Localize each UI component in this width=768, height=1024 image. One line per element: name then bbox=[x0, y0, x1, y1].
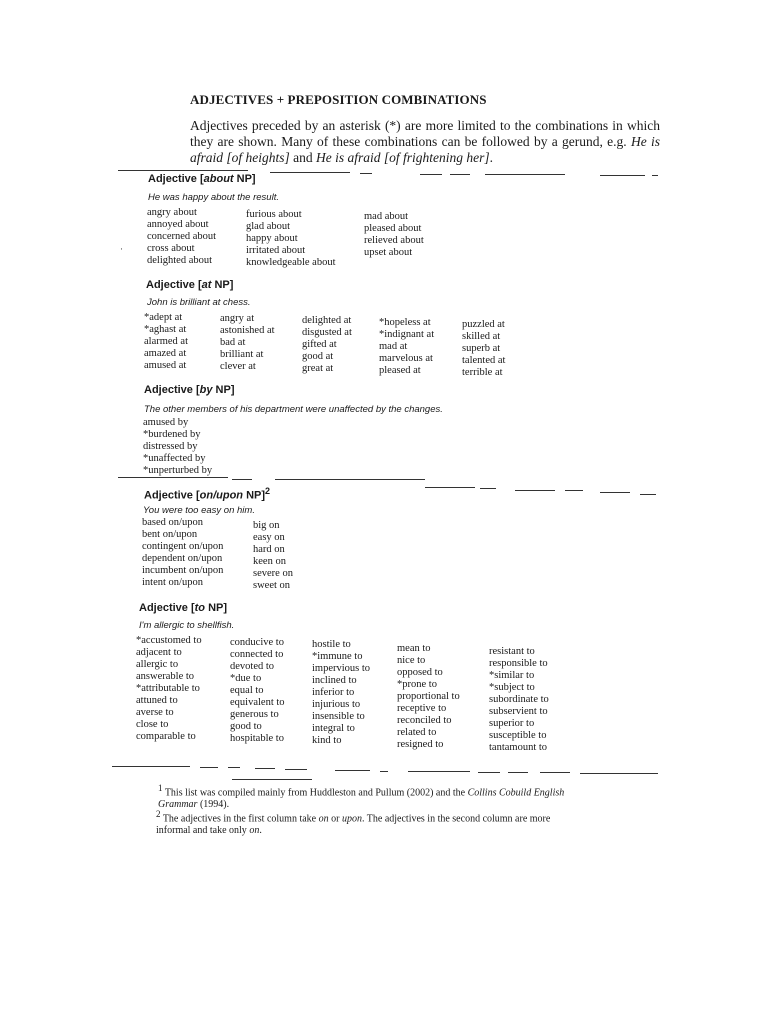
section-heading-by: Adjective [by NP] bbox=[144, 384, 235, 396]
list-item: dependent on/upon bbox=[142, 553, 223, 564]
list-item: keen on bbox=[253, 556, 286, 567]
list-item: *unaffected by bbox=[143, 453, 206, 464]
section-example-to: I'm allergic to shellfish. bbox=[139, 620, 235, 631]
list-item: angry about bbox=[147, 207, 197, 218]
word-column bbox=[302, 315, 352, 375]
word-column bbox=[364, 211, 424, 259]
word-column bbox=[147, 207, 216, 267]
list-item: contingent on/upon bbox=[142, 541, 224, 552]
list-item: hostile to bbox=[312, 639, 351, 650]
list-item: skilled at bbox=[462, 331, 501, 342]
list-item: brilliant at bbox=[220, 349, 264, 360]
list-item: resistant to bbox=[489, 646, 535, 657]
list-item: happy about bbox=[246, 233, 298, 244]
intro-text: Adjectives preceded by an asterisk (*) are more limited to the combinations in which they are shown. Many of these combinations can be followed by a gerund, e.g. bbox=[190, 118, 660, 149]
list-item: severe on bbox=[253, 568, 293, 579]
list-item: angry at bbox=[220, 313, 255, 324]
list-item: mean to bbox=[397, 643, 431, 654]
list-item: alarmed at bbox=[144, 336, 189, 347]
list-item: *prone to bbox=[397, 679, 437, 690]
list-item: responsible to bbox=[489, 658, 548, 669]
word-column bbox=[246, 209, 336, 269]
list-item: amused at bbox=[144, 360, 187, 371]
list-item: cross about bbox=[147, 243, 195, 254]
list-item: concerned about bbox=[147, 231, 217, 242]
word-column bbox=[136, 635, 202, 743]
list-item: good at bbox=[302, 351, 334, 362]
section-example-by: The other members of his department were unaffected by the changes. bbox=[144, 404, 443, 415]
word-column bbox=[143, 417, 212, 477]
list-item: kind to bbox=[312, 735, 342, 746]
list-item: *subject to bbox=[489, 682, 535, 693]
intro-paragraph bbox=[190, 118, 660, 166]
list-item: generous to bbox=[230, 709, 279, 720]
list-item: *unperturbed by bbox=[143, 465, 213, 476]
list-item: delighted at bbox=[302, 315, 352, 326]
word-column bbox=[253, 520, 293, 592]
word-column bbox=[489, 646, 549, 754]
list-item: puzzled at bbox=[462, 319, 505, 330]
list-item: equivalent to bbox=[230, 697, 285, 708]
list-item: answerable to bbox=[136, 671, 195, 682]
list-item: big on bbox=[253, 520, 280, 531]
list-item: glad about bbox=[246, 221, 291, 232]
scan-artifact: · bbox=[120, 244, 123, 254]
list-item: annoyed about bbox=[147, 219, 209, 230]
list-item: *indignant at bbox=[379, 329, 435, 340]
list-item: proportional to bbox=[397, 691, 460, 702]
list-item: adjacent to bbox=[136, 647, 182, 658]
word-column bbox=[144, 312, 188, 372]
intro-example-2: He is afraid [of frightening her] bbox=[316, 150, 490, 165]
footnote-1: $^1$ This list was compiled mainly from Huddleston and Pullum (2002) and the Collins Cobuild English Grammar (1994). bbox=[158, 783, 565, 811]
list-item: comparable to bbox=[136, 731, 196, 742]
list-item: conducive to bbox=[230, 637, 284, 648]
list-item: intent on/upon bbox=[142, 577, 203, 588]
list-item: sweet on bbox=[253, 580, 291, 591]
list-item: disgusted at bbox=[302, 327, 352, 338]
list-item: devoted to bbox=[230, 661, 275, 672]
list-item: receptive to bbox=[397, 703, 447, 714]
list-item: inclined to bbox=[312, 675, 357, 686]
list-item: based on/upon bbox=[142, 517, 203, 528]
list-item: hospitable to bbox=[230, 733, 284, 744]
list-item: *due to bbox=[230, 673, 262, 684]
section-example-on-upon: You were too easy on him. bbox=[143, 505, 255, 516]
list-item: averse to bbox=[136, 707, 174, 718]
list-item: irritated about bbox=[246, 245, 306, 256]
section-heading-at: Adjective [at NP] bbox=[146, 279, 234, 291]
list-item: marvelous at bbox=[379, 353, 433, 364]
list-item: incumbent on/upon bbox=[142, 565, 224, 576]
list-item: *aghast at bbox=[144, 324, 187, 335]
list-item: resigned to bbox=[397, 739, 444, 750]
list-item: integral to bbox=[312, 723, 355, 734]
list-item: furious about bbox=[246, 209, 302, 220]
section-heading-about: Adjective [about NP] bbox=[148, 173, 256, 185]
list-item: upset about bbox=[364, 247, 413, 258]
list-item: mad at bbox=[379, 341, 408, 352]
list-item: related to bbox=[397, 727, 437, 738]
list-item: distressed by bbox=[143, 441, 198, 452]
word-column bbox=[462, 319, 505, 379]
list-item: amused by bbox=[143, 417, 189, 428]
list-item: relieved about bbox=[364, 235, 424, 246]
list-item: delighted about bbox=[147, 255, 213, 266]
list-item: connected to bbox=[230, 649, 284, 660]
intro-mid: and bbox=[289, 150, 317, 165]
list-item: pleased about bbox=[364, 223, 422, 234]
list-item: superior to bbox=[489, 718, 535, 729]
list-item: bent on/upon bbox=[142, 529, 198, 540]
list-item: gifted at bbox=[302, 339, 337, 350]
list-item: susceptible to bbox=[489, 730, 547, 741]
list-item: subservient to bbox=[489, 706, 548, 717]
intro-example-1: He is afraid [of heights] bbox=[190, 134, 660, 165]
intro-end: . bbox=[489, 150, 494, 165]
footnote-2: $^2$ The adjectives in the first column take on or upon. The adjectives in the second column are more informal and take only on. bbox=[156, 809, 551, 837]
list-item: equal to bbox=[230, 685, 264, 696]
list-item: terrible at bbox=[462, 367, 503, 378]
list-item: amazed at bbox=[144, 348, 187, 359]
word-column bbox=[142, 517, 223, 589]
list-item: allergic to bbox=[136, 659, 179, 670]
word-column bbox=[312, 639, 370, 747]
list-item: easy on bbox=[253, 532, 285, 543]
word-column bbox=[220, 313, 275, 373]
list-item: *immune to bbox=[312, 651, 363, 662]
list-item: astonished at bbox=[220, 325, 275, 336]
section-heading-to: Adjective [to NP] bbox=[139, 602, 228, 614]
list-item: clever at bbox=[220, 361, 256, 372]
list-item: insensible to bbox=[312, 711, 365, 722]
section-heading-on-upon: Adjective [on/upon NP]$^2$ bbox=[144, 486, 271, 502]
page-title: ADJECTIVES + PREPOSITION COMBINATIONS bbox=[190, 92, 487, 107]
list-item: *adept at bbox=[144, 312, 183, 323]
list-item: good to bbox=[230, 721, 262, 732]
list-item: inferior to bbox=[312, 687, 355, 698]
section-example-at: John is brilliant at chess. bbox=[147, 297, 251, 308]
list-item: close to bbox=[136, 719, 169, 730]
list-item: bad at bbox=[220, 337, 246, 348]
word-column bbox=[379, 317, 434, 377]
list-item: hard on bbox=[253, 544, 285, 555]
list-item: attuned to bbox=[136, 695, 178, 706]
list-item: *attributable to bbox=[136, 683, 200, 694]
list-item: *accustomed to bbox=[136, 635, 202, 646]
list-item: nice to bbox=[397, 655, 426, 666]
list-item: pleased at bbox=[379, 365, 421, 376]
word-column bbox=[230, 637, 285, 745]
list-item: superb at bbox=[462, 343, 501, 354]
list-item: *burdened by bbox=[143, 429, 201, 440]
list-item: knowledgeable about bbox=[246, 257, 336, 268]
list-item: impervious to bbox=[312, 663, 371, 674]
list-item: reconciled to bbox=[397, 715, 452, 726]
word-column bbox=[397, 643, 460, 751]
list-item: great at bbox=[302, 363, 334, 374]
list-item: mad about bbox=[364, 211, 409, 222]
list-item: *hopeless at bbox=[379, 317, 431, 328]
list-item: injurious to bbox=[312, 699, 361, 710]
list-item: tantamount to bbox=[489, 742, 548, 753]
list-item: talented at bbox=[462, 355, 506, 366]
section-example-about: He was happy about the result. bbox=[148, 192, 279, 203]
list-item: subordinate to bbox=[489, 694, 549, 705]
list-item: opposed to bbox=[397, 667, 443, 678]
list-item: *similar to bbox=[489, 670, 535, 681]
